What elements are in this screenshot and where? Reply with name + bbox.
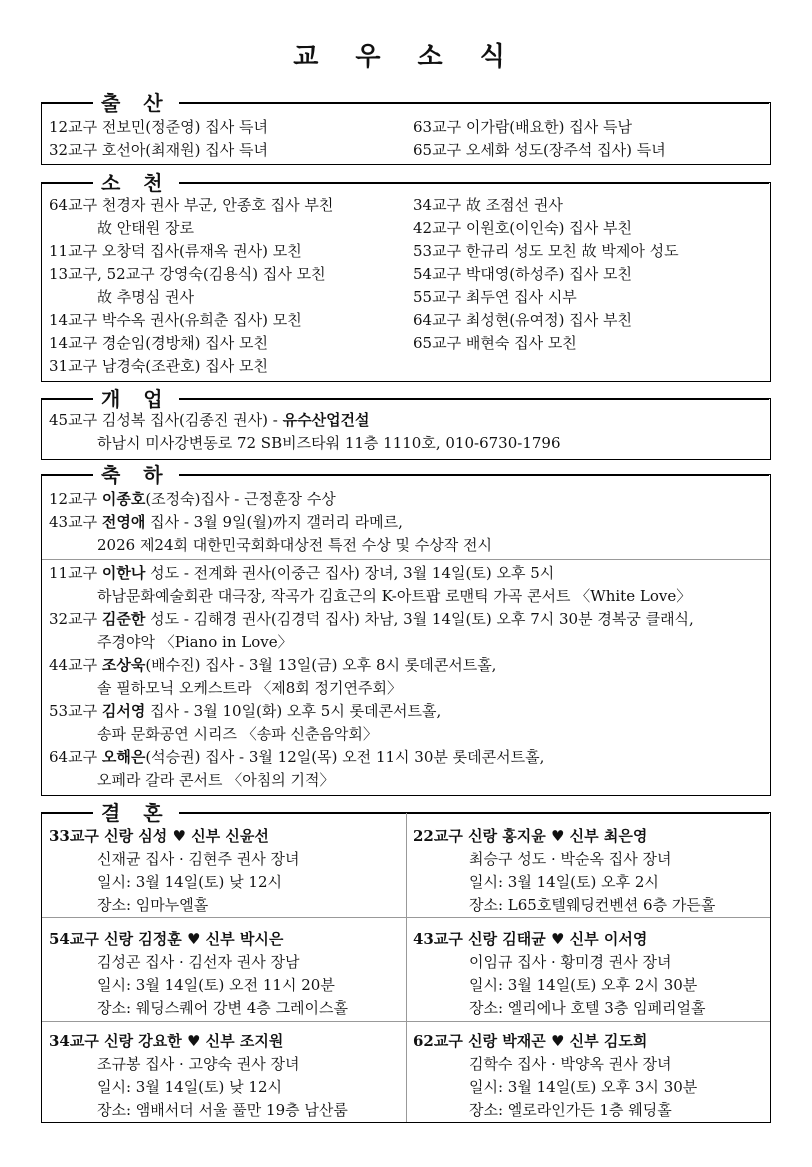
couple-parents: 조규봉 집사 · 고양숙 권사 장녀 — [97, 1055, 300, 1073]
list-item: 故 안태원 장로 — [97, 219, 194, 237]
couple-time: 일시: 3월 14일(토) 오후 2시 — [469, 873, 659, 891]
couple-time: 일시: 3월 14일(토) 오전 11시 20분 — [97, 976, 335, 994]
section-header — [41, 92, 769, 114]
detail: (석승권) 집사 - 3월 12일(목) 오전 11시 30분 롯데콘서트홀, — [145, 748, 545, 766]
divider — [42, 917, 770, 918]
parish: 64교구 — [49, 748, 102, 766]
person-name: 이한나 — [101, 564, 146, 582]
bride: 신부 신윤선 — [191, 827, 269, 845]
list-item-cont: 2026 제24회 대한민국회화대상전 특전 수상 및 수상작 전시 — [97, 536, 492, 554]
list-item: 53교구 한규리 성도 모친 故 박제아 성도 — [413, 242, 679, 260]
list-item-cont: 솔 필하모닉 오케스트라 〈제8회 정기연주회〉 — [97, 679, 402, 697]
heart-icon: ♥ — [186, 1032, 201, 1050]
business-name: 유수산업건설 — [282, 411, 370, 429]
detail: 성도 - 김해경 권사(김경덕 집사) 차남, 3월 14일(토) 오후 7시 30분 경복궁 클래식, — [145, 610, 694, 628]
list-item: 64교구 천경자 권사 부군, 안종호 집사 부친 — [49, 196, 334, 214]
groom: 33교구 신랑 심성 — [49, 827, 168, 845]
list-item: 34교구 故 조점선 권사 — [413, 196, 563, 214]
groom: 54교구 신랑 김정훈 — [49, 930, 182, 948]
list-item: 63교구 이가람(배요한) 집사 득남 — [413, 118, 632, 136]
groom: 22교구 신랑 홍지윤 — [413, 827, 546, 845]
list-item: 故 추명심 권사 — [97, 288, 194, 306]
couple-heading — [413, 825, 647, 848]
list-item-cont: 하남문화예술회관 대극장, 작곡가 김효근의 K-아트팝 로맨틱 가곡 콘서트 〈White Love〉 — [97, 587, 692, 605]
list-item: 14교구 박수옥 권사(유희춘 집사) 모친 — [49, 311, 302, 329]
couple-parents: 신재균 집사 · 김현주 권사 장녀 — [97, 850, 300, 868]
list-item: 65교구 오세화 성도(장주석 집사) 득녀 — [413, 141, 666, 159]
list-item-cont: 송파 문화공연 시리즈 〈송파 신춘음악회〉 — [97, 725, 378, 743]
list-item-cont: 주경야악 〈Piano in Love〉 — [97, 633, 293, 651]
person-name: 김준한 — [101, 610, 146, 628]
section-header — [41, 388, 769, 410]
heart-icon: ♥ — [550, 930, 565, 948]
detail: 집사 - 3월 9일(월)까지 갤러리 라메르, — [145, 513, 403, 531]
bride: 신부 조지원 — [205, 1032, 284, 1050]
couple-place: 장소: 임마누엘홀 — [97, 896, 209, 914]
list-item: 14교구 경순임(경방채) 집사 모친 — [49, 334, 268, 352]
parish: 43교구 — [49, 513, 102, 531]
parish: 12교구 — [49, 490, 102, 508]
list-item-cont: 오페라 갈라 콘서트 〈아침의 기적〉 — [97, 771, 335, 789]
couple-place: 장소: L65호텔웨딩컨벤션 6층 가든홀 — [469, 896, 716, 914]
opening-header: 개 업 — [93, 388, 179, 410]
birth-header: 출 산 — [93, 92, 179, 114]
list-item — [49, 511, 403, 534]
couple-heading — [49, 825, 269, 848]
heart-icon: ♥ — [172, 827, 186, 845]
couple-heading — [413, 1030, 647, 1053]
heart-icon: ♥ — [186, 930, 201, 948]
heart-icon: ♥ — [550, 827, 565, 845]
funeral-header: 소 천 — [93, 172, 179, 194]
couple-time: 일시: 3월 14일(토) 낮 12시 — [97, 873, 282, 891]
wedding-section — [41, 801, 771, 1123]
list-item — [49, 562, 554, 585]
bride: 신부 최은영 — [569, 827, 648, 845]
list-item: 55교구 최두연 집사 시부 — [413, 288, 577, 306]
groom: 62교구 신랑 박재곤 — [413, 1032, 546, 1050]
list-item: 12교구 전보민(정준영) 집사 득녀 — [49, 118, 268, 136]
list-item — [49, 409, 370, 432]
list-item: 11교구 오창덕 집사(류재옥 권사) 모친 — [49, 242, 302, 260]
list-item — [49, 700, 441, 723]
opening-address: 하남시 미사강변동로 72 SB비즈타워 11층 1110호, 010-6730-1796 — [97, 434, 561, 452]
parish: 32교구 — [49, 610, 102, 628]
parish: 11교구 — [49, 564, 102, 582]
couple-parents: 김학수 집사 · 박양옥 권사 장녀 — [469, 1055, 672, 1073]
couple-parents: 김성곤 집사 · 김선자 권사 장남 — [97, 953, 300, 971]
detail: (조정숙)집사 - 근정훈장 수상 — [145, 490, 336, 508]
list-item — [49, 488, 336, 511]
person-name: 김서영 — [101, 702, 146, 720]
couple-heading — [49, 1030, 283, 1053]
groom: 43교구 신랑 김태균 — [413, 930, 546, 948]
couple-parents: 최승구 성도 · 박순옥 집사 장녀 — [469, 850, 672, 868]
couple-time: 일시: 3월 14일(토) 오후 3시 30분 — [469, 1078, 698, 1096]
couple-place: 장소: 앰배서더 서울 풀만 19층 남산룸 — [97, 1101, 348, 1119]
parish: 53교구 — [49, 702, 102, 720]
list-item — [49, 608, 694, 631]
section-header — [41, 464, 769, 486]
heart-icon: ♥ — [550, 1032, 565, 1050]
column-divider — [406, 813, 407, 1122]
person-name: 조상욱 — [101, 656, 146, 674]
list-item: 54교구 박대영(하성주) 집사 모친 — [413, 265, 632, 283]
person-name: 이종호 — [101, 490, 146, 508]
congrats-section — [41, 463, 771, 796]
list-item: 31교구 남경숙(조관호) 집사 모친 — [49, 357, 268, 375]
list-item: 65교구 배현숙 집사 모친 — [413, 334, 577, 352]
page-title: 교 우 소 식 — [293, 42, 519, 72]
couple-time: 일시: 3월 14일(토) 낮 12시 — [97, 1078, 282, 1096]
birth-section — [41, 91, 771, 165]
opening-text: 45교구 김성복 집사(김종진 권사) - — [49, 411, 283, 429]
groom: 34교구 신랑 강요한 — [49, 1032, 182, 1050]
bride: 신부 박시은 — [205, 930, 284, 948]
person-name: 오해은 — [101, 748, 146, 766]
person-name: 전영애 — [101, 513, 146, 531]
list-item: 13교구, 52교구 강영숙(김용식) 집사 모친 — [49, 265, 326, 283]
list-item — [49, 654, 496, 677]
detail: 집사 - 3월 10일(화) 오후 5시 롯데콘서트홀, — [145, 702, 442, 720]
couple-heading — [49, 928, 283, 951]
divider — [42, 1021, 770, 1022]
list-item — [49, 746, 544, 769]
couple-place: 장소: 웨딩스퀘어 강변 4층 그레이스홀 — [97, 999, 349, 1017]
funeral-section — [41, 171, 771, 382]
couple-time: 일시: 3월 14일(토) 오후 2시 30분 — [469, 976, 698, 994]
list-item: 32교구 호선아(최재원) 집사 득녀 — [49, 141, 268, 159]
bride: 신부 김도희 — [569, 1032, 648, 1050]
section-header — [41, 802, 769, 824]
couple-place: 장소: 엘로라인가든 1층 웨딩홀 — [469, 1101, 672, 1119]
detail: (배수진) 집사 - 3월 13일(금) 오후 8시 롯데콘서트홀, — [145, 656, 497, 674]
congrats-header: 축 하 — [93, 464, 179, 486]
couple-parents: 이임규 집사 · 황미경 권사 장녀 — [469, 953, 672, 971]
section-header — [41, 172, 769, 194]
divider — [42, 559, 770, 560]
couple-place: 장소: 엘리에나 호텔 3층 임페리얼홀 — [469, 999, 706, 1017]
wedding-header: 결 혼 — [93, 802, 179, 824]
couple-heading — [413, 928, 647, 951]
list-item: 64교구 최성현(유여정) 집사 부친 — [413, 311, 632, 329]
detail: 성도 - 전계화 권사(이중근 집사) 장녀, 3월 14일(토) 오후 5시 — [145, 564, 555, 582]
bride: 신부 이서영 — [569, 930, 648, 948]
list-item: 42교구 이원호(이인숙) 집사 부친 — [413, 219, 632, 237]
opening-section — [41, 387, 771, 460]
parish: 44교구 — [49, 656, 102, 674]
